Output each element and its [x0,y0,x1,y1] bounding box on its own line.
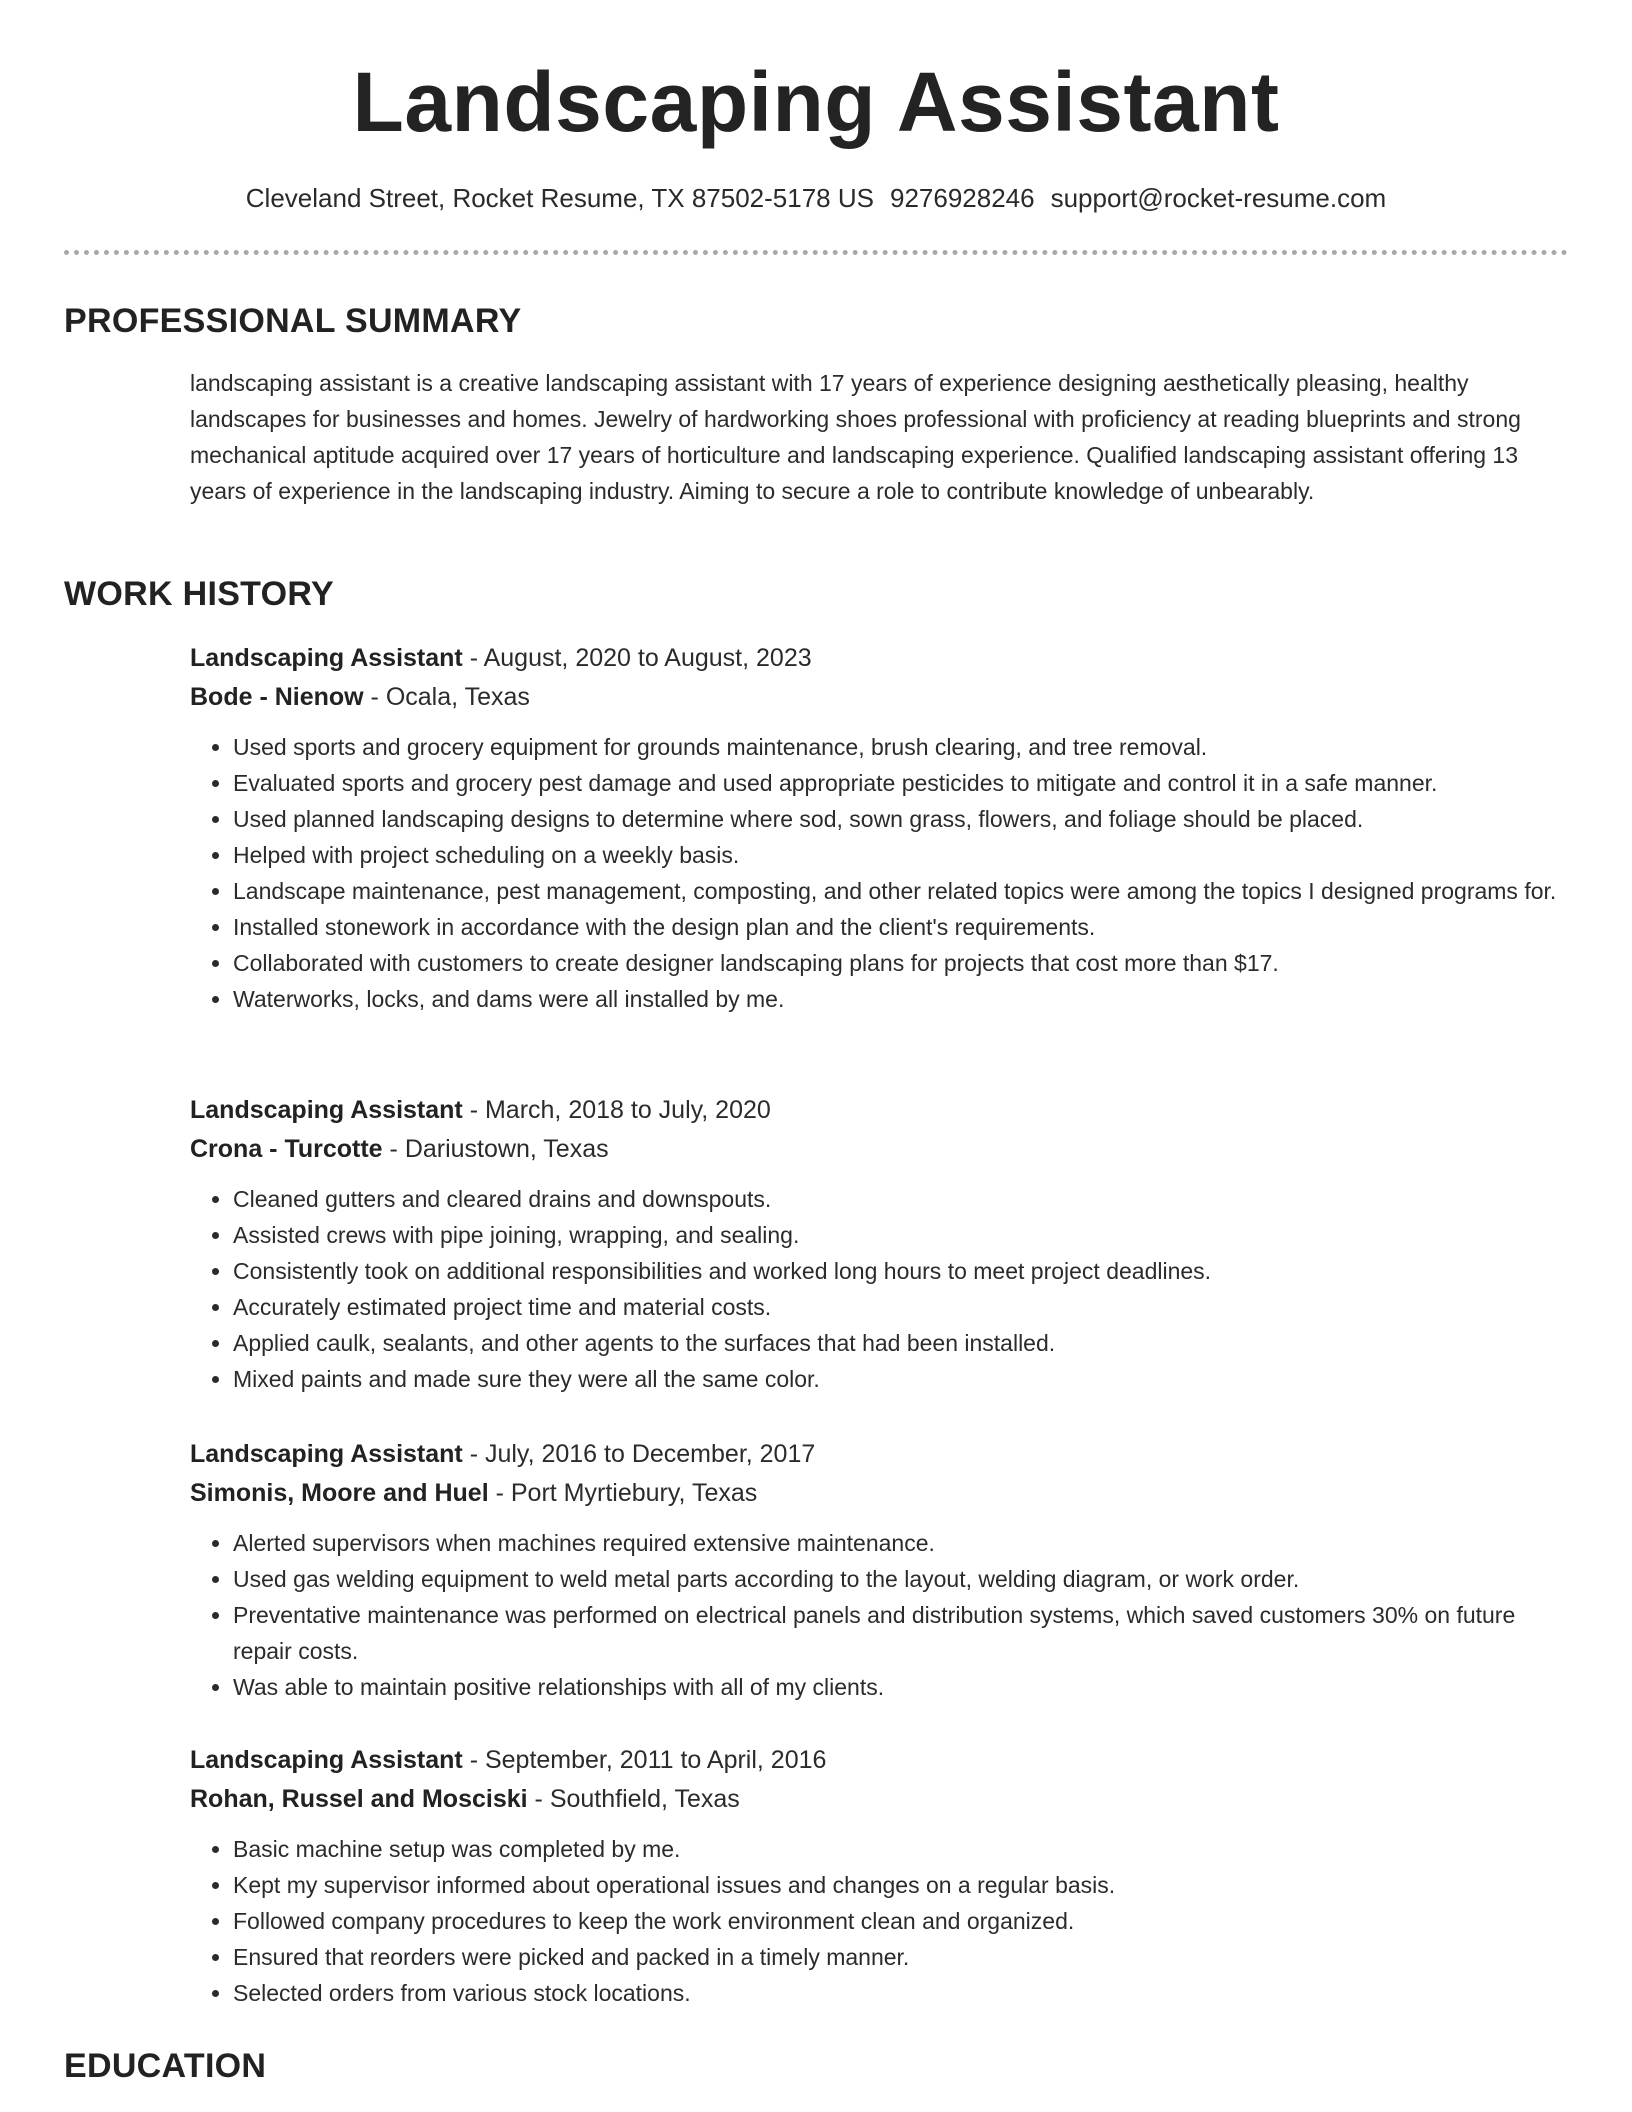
job-company: Bode - Nienow [190,683,364,711]
job-location: Ocala, Texas [385,683,530,711]
bullet-item: • Used sports and grocery equipment for grounds maintenance, brush clearing, and tree removal. [233,729,1580,765]
bullet-item: • Selected orders from various stock locations. [233,1975,1580,2011]
job-role: Landscaping Assistant [190,644,463,672]
bullet-item: • Alerted supervisors when machines required extensive maintenance. [233,1525,1580,1561]
job-company-line [190,1780,1580,1819]
job-dates: March, 2018 to July, 2020 [484,1096,771,1124]
separator: - [462,644,484,672]
bullet-item: • Accurately estimated project time and material costs. [233,1289,1580,1325]
bullet-item: • Was able to maintain positive relationships with all of my clients. [233,1669,1580,1705]
summary-text: landscaping assistant is a creative landscaping assistant with 17 years of experience designing aesthetically pleasing, healthy landscapes for businesses and homes. Jewelry of hardworking shoes professional with proficiency at reading blueprints and strong mechanical aptitude acquired over 17 years of horticulture and landscaping experience. Qualified landscaping assistant offering 13 years of experience in the landscaping industry. Aiming to secure a role to contribute knowledge of unbearably. [190,370,1521,504]
bullet-item: • Kept my supervisor informed about operational issues and changes on a regular basis. [233,1867,1580,1903]
header-divider [64,250,1568,255]
job-bullets [190,1181,1580,1397]
job-entry [190,1741,1580,2011]
separator: - [527,1785,550,1813]
bullet-item: • Waterworks, locks, and dams were all installed by me. [233,981,1580,1017]
separator: - [462,1096,485,1124]
job-bullets [190,1525,1580,1705]
bullet-item: • Evaluated sports and grocery pest damage and used appropriate pesticides to mitigate and control it in a safe manner. [233,765,1580,801]
bullet-item: • Basic machine setup was completed by me. [233,1831,1580,1867]
bullet-item: • Collaborated with customers to create designer landscaping plans for projects that cost more than $17. [233,945,1580,981]
separator: - [363,683,386,711]
contact-address: Cleveland Street, Rocket Resume, TX 87502-5178 US [245,183,874,213]
separator: - [488,1479,511,1507]
section-title-summary: PROFESSIONAL SUMMARY [64,302,522,340]
job-role: Landscaping Assistant [190,1096,463,1124]
bullet-item: • Helped with project scheduling on a weekly basis. [233,837,1580,873]
bullet-item: • Mixed paints and made sure they were all the same color. [233,1361,1580,1397]
job-location: Southfield, Texas [549,1785,740,1813]
job-entry [190,1091,1580,1397]
job-location: Dariustown, Texas [404,1135,609,1163]
separator: - [462,1440,485,1468]
contact-phone: 9276928246 [889,183,1035,213]
separator: - [382,1135,405,1163]
job-dates: August, 2020 to August, 2023 [483,644,812,672]
job-role: Landscaping Assistant [190,1440,463,1468]
job-company-line [190,1130,1580,1169]
contact-email: support@rocket-resume.com [1050,183,1387,213]
job-bullets [190,1831,1580,2011]
separator: - [462,1746,485,1774]
job-entry [190,1435,1580,1705]
job-title-line [190,639,1580,678]
job-location: Port Myrtiebury, Texas [510,1479,758,1507]
job-company: Rohan, Russel and Mosciski [190,1785,528,1813]
job-bullets [190,729,1580,1017]
bullet-item: • Consistently took on additional responsibilities and worked long hours to meet project deadlines. [233,1253,1580,1289]
section-title-education: EDUCATION [64,2047,267,2085]
bullet-item: • Landscape maintenance, pest management, composting, and other related topics were among the topics I designed programs for. [233,873,1580,909]
job-dates: July, 2016 to December, 2017 [484,1440,816,1468]
candidate-name: Landscaping Assistant [352,55,1280,149]
job-title-line [190,1741,1580,1780]
bullet-item: • Followed company procedures to keep the work environment clean and organized. [233,1903,1580,1939]
section-title-work-history: WORK HISTORY [64,575,334,613]
job-role: Landscaping Assistant [190,1746,463,1774]
job-company: Crona - Turcotte [190,1135,383,1163]
job-entry [190,639,1580,1017]
job-title-line [190,1435,1580,1474]
bullet-item: • Installed stonework in accordance with the design plan and the client's requirements. [233,909,1580,945]
bullet-item: • Used gas welding equipment to weld metal parts according to the layout, welding diagram, or work order. [233,1561,1580,1597]
bullet-item: • Assisted crews with pipe joining, wrapping, and sealing. [233,1217,1580,1253]
bullet-item: • Cleaned gutters and cleared drains and downspouts. [233,1181,1580,1217]
job-title-line [190,1091,1580,1130]
bullet-item: • Applied caulk, sealants, and other agents to the surfaces that had been installed. [233,1325,1580,1361]
job-company: Simonis, Moore and Huel [190,1479,489,1507]
job-dates: September, 2011 to April, 2016 [484,1746,827,1774]
contact-line [0,180,1632,216]
job-company-line [190,1474,1580,1513]
bullet-item: • Ensured that reorders were picked and packed in a timely manner. [233,1939,1580,1975]
job-company-line [190,678,1580,717]
bullet-item: • Preventative maintenance was performed on electrical panels and distribution systems, which saved customers 30% on future repair costs. [233,1597,1580,1669]
bullet-item: • Used planned landscaping designs to determine where sod, sown grass, flowers, and foliage should be placed. [233,801,1580,837]
